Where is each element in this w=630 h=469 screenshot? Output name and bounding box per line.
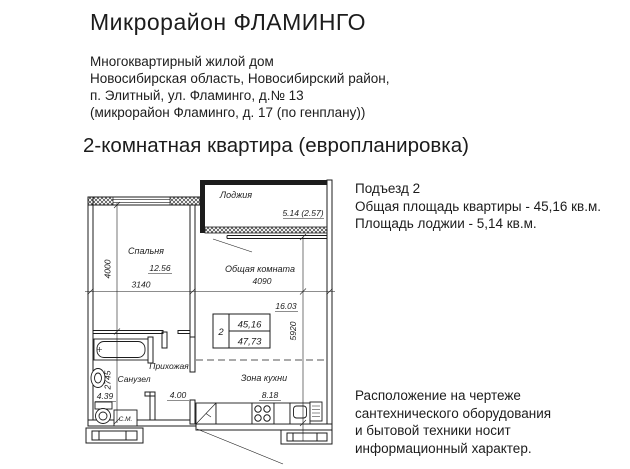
disclaimer-line: Расположение на чертеже [355, 388, 521, 403]
loggia-area: 5.14 (2.57) [282, 208, 324, 218]
address-line: Новосибирская область, Новосибирский район, [90, 71, 390, 86]
cabinet [310, 402, 322, 421]
loggia-sill-hatch [205, 227, 327, 233]
right-exterior-wall [327, 180, 332, 430]
living-area: 16.03 [275, 301, 297, 311]
stamp-total-area: 47,73 [237, 336, 262, 348]
living-room-label: Общая комната [225, 264, 295, 274]
hallway-label: Прихожая [149, 361, 189, 371]
toilet-tank [95, 402, 112, 409]
loggia-top-wall [200, 180, 332, 185]
stove [252, 403, 274, 424]
stamp-living-area: 45,16 [237, 319, 262, 331]
bathroom-height-dim: 2745 [102, 370, 113, 390]
loggia-label: Лоджия [219, 190, 253, 200]
bedroom-label: Спальня [128, 246, 164, 256]
disclaimer-line: информационный характер. [355, 440, 532, 456]
bottom-wall-right [196, 424, 332, 430]
toilet-bowl-inner [99, 412, 107, 420]
room-labels [95, 190, 324, 402]
page-title: Микрорайон ФЛАМИНГО [90, 9, 366, 35]
bathroom-label: Санузел [117, 374, 151, 384]
disclaimer-line: и бытовой техники носит [355, 423, 511, 438]
bedroom-width-dim: 3140 [131, 279, 151, 290]
disclaimer-block [355, 387, 551, 457]
window-block-right [281, 430, 332, 444]
living-width-dim: 4090 [252, 276, 272, 286]
hall-kitchen-wall [190, 400, 195, 424]
wall-hatch [170, 197, 200, 205]
kitchen-zone-area: 8.18 [261, 390, 279, 400]
kitchen-zone-label: Зона кухни [240, 373, 288, 383]
wall-hatch [88, 197, 113, 205]
address-line: (микрорайон Фламинго, д. 17 (по генплану)) [90, 105, 366, 120]
disclaimer-line: сантехнического оборудования [355, 405, 552, 421]
kitchen-counter [274, 403, 290, 424]
hallway-area: 4.00 [169, 390, 187, 400]
left-exterior-wall [88, 197, 93, 426]
kitchen-sink-bowl [294, 406, 307, 418]
window-block-right-sash [293, 433, 317, 441]
loggia-left-wall [200, 180, 205, 233]
window-block-left [86, 428, 143, 443]
entrance-leader [197, 429, 283, 464]
address-line: Многоквартирный жилой дом [90, 54, 274, 69]
kitchen-counter [216, 403, 252, 424]
apartment-info-block [355, 180, 601, 233]
floor-plan [80, 172, 340, 469]
bedroom-door-jamb [162, 332, 167, 348]
bedroom-area: 12.56 [149, 263, 171, 273]
bathroom-area: 4.39 [96, 391, 114, 401]
tub-surround-wall [148, 337, 153, 363]
window-block-left-sash [99, 431, 126, 440]
loggia-door-leader [213, 239, 252, 252]
bedroom-partition [93, 331, 163, 334]
hall-kitchen-wall [190, 337, 195, 372]
washing-machine-label: С.М. [118, 416, 133, 423]
stamp-table [213, 314, 270, 348]
washbasin-inner [95, 373, 102, 383]
entrance-line: Подъезд 2 [355, 181, 421, 196]
stamp-rooms-count: 2 [218, 327, 224, 338]
bathtub-inner [97, 342, 145, 358]
address-block [90, 53, 390, 121]
bedroom-partition [178, 331, 190, 334]
apartment-type-title: 2-комнатная квартира (европланировка) [83, 134, 469, 157]
loggia-area-line: Площадь лоджии - 5,14 кв.м. [355, 216, 537, 231]
living-height-dim: 5920 [288, 321, 298, 341]
total-area-line: Общая площадь квартиры - 45,16 кв.м. [355, 198, 602, 214]
bedroom-height-dim: 4000 [102, 259, 113, 279]
address-line: п. Элитный, ул. Фламинго, д.№ 13 [90, 88, 304, 103]
bedroom-living-wall [190, 205, 195, 337]
